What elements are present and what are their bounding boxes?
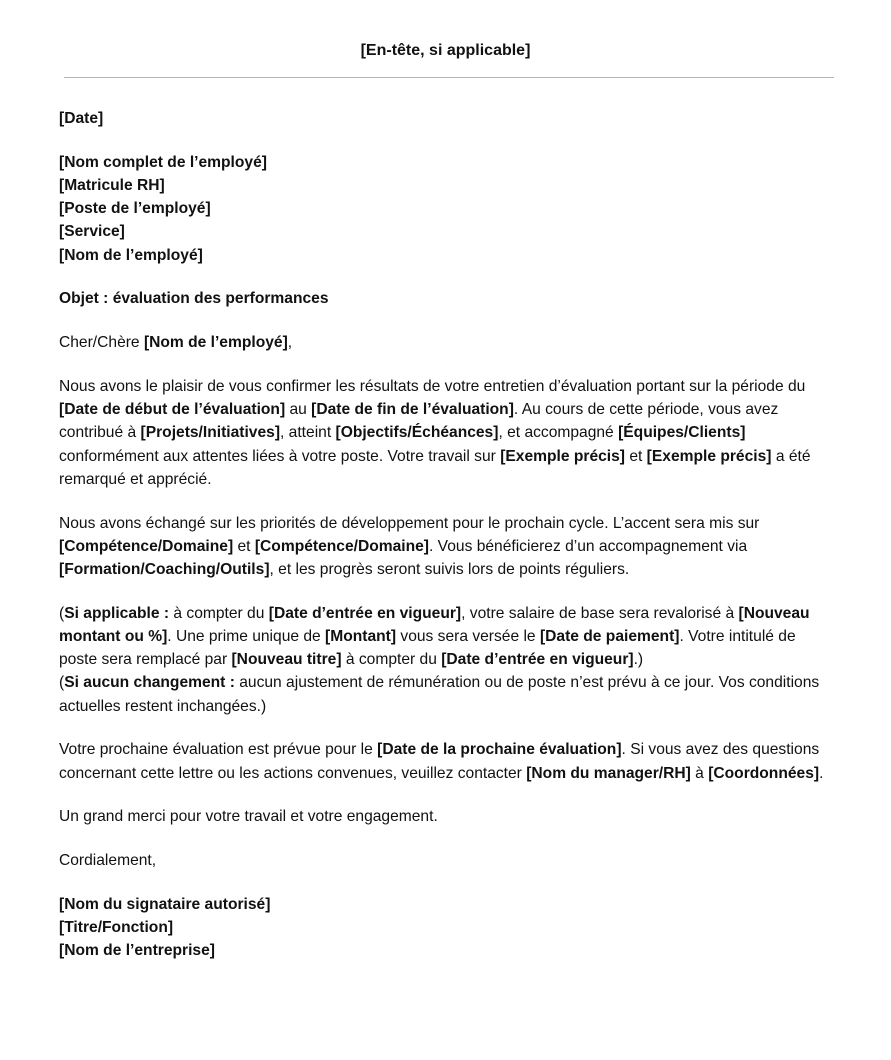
paragraph-development: Nous avons échangé sur les priorités de développement pour le prochain cycle. L’accent sera mis sur [Compétence/Domaine] et [Compétence/Domaine]. Vous bénéficierez d’un accompagnement via [Formation/Coaching/Outils], et les progrès seront suivis lors de points réguliers. [59, 514, 760, 579]
recipient-employee-name: [Nom de l’employé] [59, 246, 203, 264]
placeholder-effective-date-2: [Date d’entrée en vigueur] [441, 651, 634, 669]
placeholder-skill-2: [Compétence/Domaine] [254, 537, 430, 555]
placeholder-end-date: [Date de fin de l’évaluation] [311, 401, 514, 419]
placeholder-payment-date: [Date de paiement] [539, 628, 680, 646]
placeholder-new-title: [Nouveau titre] [231, 651, 342, 669]
letter-date: [Date] [59, 110, 104, 127]
letter-body [59, 107, 834, 983]
signatory-title: [Titre/Fonction] [59, 919, 174, 937]
placeholder-start-date: [Date de début de l’évaluation] [59, 401, 286, 419]
letter-subject: Objet : évaluation des performances [59, 290, 329, 308]
paragraph-evaluation-results: Nous avons le plaisir de vous confirmer les résultats de votre entretien d’évaluation portant sur la période du [Date de début de l’évaluation] au [Date de fin de l’évaluation]. Au cours de cette période, vous avez contribué à [Projets/Initiatives], atteint [Objectifs/Échéances], et accompagné [Équipes/Clients] conformément aux attentes liées à votre poste. Votre travail sur [Exemple précis] et [Exemple précis] a été remarqué et apprécié. [59, 378, 811, 488]
placeholder-manager-name: [Nom du manager/RH] [526, 764, 691, 782]
placeholder-projects: [Projets/Initiatives] [140, 424, 281, 442]
header-divider [64, 77, 834, 78]
placeholder-training: [Formation/Coaching/Outils] [59, 561, 270, 579]
greeting-name: [Nom de l’employé] [143, 334, 288, 352]
recipient-full-name: [Nom complet de l’employé] [59, 153, 267, 171]
placeholder-new-amount: [Nouveau montant ou %] [59, 604, 810, 646]
greeting: Cher/Chère [Nom de l’employé], [59, 334, 293, 352]
placeholder-example-2: [Exemple précis] [646, 447, 772, 465]
placeholder-effective-date: [Date d’entrée en vigueur] [268, 604, 462, 622]
placeholder-teams: [Équipes/Clients] [618, 424, 746, 442]
recipient-department: [Service] [59, 223, 125, 241]
placeholder-skill-1: [Compétence/Domaine] [59, 537, 234, 555]
placeholder-objectives: [Objectifs/Échéances] [335, 424, 499, 442]
paragraph-if-applicable: (Si applicable : à compter du [Date d’entrée en vigueur], votre salaire de base sera revalorisé à [Nouveau montant ou %]. Une prime unique de [Montant] vous sera versée le [Date de paiement]. Votre intitulé de poste sera remplacé par [Nouveau titre] à compter du [Date d’entrée en vigueur].) [59, 604, 810, 669]
signature-block [59, 893, 834, 963]
placeholder-amount: [Montant] [325, 628, 397, 646]
paragraph-no-change: (Si aucun changement : aucun ajustement de rémunération ou de poste n’est prévu à ce jour. Vos conditions actuelles restent inchangées.) [59, 674, 820, 715]
thanks-line: Un grand merci pour votre travail et votre engagement. [59, 808, 438, 826]
signatory-name: [Nom du signataire autorisé] [59, 896, 271, 914]
recipient-block [59, 151, 834, 267]
paragraph-next-evaluation: Votre prochaine évaluation est prévue pour le [Date de la prochaine évaluation]. Si vous avez des questions concernant cette lettre ou les actions convenues, veuillez contacter [Nom du manager/RH] à [Coordonnées]. [59, 741, 824, 782]
company-name: [Nom de l’entreprise] [59, 942, 215, 960]
placeholder-contact: [Coordonnées] [708, 764, 820, 782]
recipient-hr-id: [Matricule RH] [59, 177, 165, 194]
placeholder-example-1: [Exemple précis] [500, 447, 625, 465]
recipient-position: [Poste de l’employé] [59, 200, 211, 218]
letter-header: [En-tête, si applicable] [360, 42, 531, 59]
closing-line: Cordialement, [59, 852, 157, 870]
placeholder-next-evaluation-date: [Date de la prochaine évaluation] [377, 741, 622, 759]
